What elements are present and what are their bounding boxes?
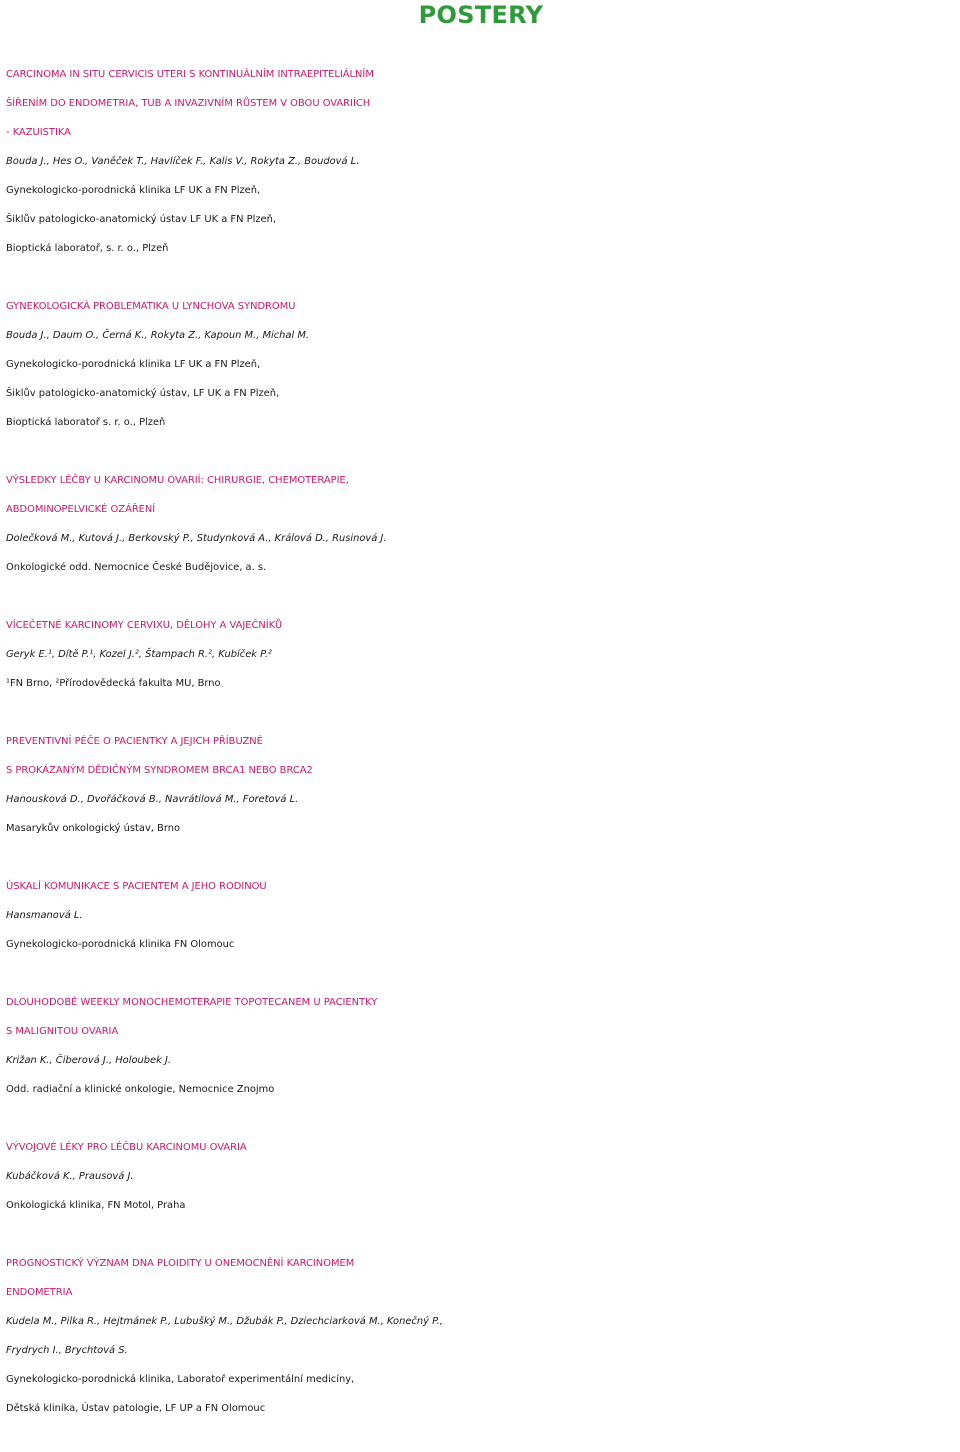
poster-affiliation: Onkologická klinika, FN Motol, Praha xyxy=(6,1200,186,1211)
poster-affiliation: Šiklův patologicko-anatomický ústav LF UK a FN Plzeň, xyxy=(6,214,276,225)
poster-affiliation: Šiklův patologicko-anatomický ústav, LF UK a FN Plzeň, xyxy=(6,388,280,399)
poster-title: ŠÍŘENÍM DO ENDOMETRIA, TUB A INVAZIVNÍM RŮSTEM V OBOU OVARIÍCH xyxy=(6,98,371,109)
poster-affiliation: Gynekologicko-porodnická klinika FN Olomouc xyxy=(6,939,235,950)
poster-title: S MALIGNITOU OVARIA xyxy=(6,1026,119,1037)
poster-affiliation: Dětská klinika, Ústav patologie, LF UP a FN Olomouc xyxy=(6,1403,266,1414)
poster-title: ABDOMINOPELVICKÉ OZÁŘENÍ xyxy=(6,504,156,515)
poster-affiliation: Gynekologicko-porodnická klinika, Laboratoř experimentální medicíny, xyxy=(6,1374,355,1385)
poster-title: ÚSKALÍ KOMUNIKACE S PACIENTEM A JEHO RODINOU xyxy=(6,881,267,892)
poster-affiliation: Odd. radiační a klinické onkologie, Nemocnice Znojmo xyxy=(6,1084,275,1095)
poster-authors: Hanousková D., Dvořáčková B., Navrátilová M., Foretová L. xyxy=(6,794,299,805)
poster-title: VÝVOJOVÉ LÉKY PRO LÉČBU KARCINOMU OVARIA xyxy=(6,1142,247,1153)
poster-authors: Geryk E.¹, Dítě P.¹, Kozel J.², Štampach R.², Kubíček P.² xyxy=(6,649,272,660)
poster-entry xyxy=(6,872,956,959)
poster-authors: Dolečková M., Kutová J., Berkovský P., Studynková A., Králová D., Rusinová J. xyxy=(6,533,387,544)
poster-entry xyxy=(6,292,956,437)
poster-authors: Kudela M., Pilka R., Hejtmánek P., Lubušký M., Džubák P., Dziechciarková M., Konečný P., xyxy=(6,1316,443,1327)
poster-affiliation: Gynekologicko-porodnická klinika LF UK a FN Plzeň, xyxy=(6,185,261,196)
poster-authors: Bouda J., Daum O., Černá K., Rokyta Z., Kapoun M., Michal M. xyxy=(6,330,310,341)
poster-title: S PROKÁZANÝM DĚDIČNÝM SYNDROMEM BRCA1 NEBO BRCA2 xyxy=(6,765,313,776)
poster-entry xyxy=(6,1133,956,1220)
poster-list-page xyxy=(6,0,956,1452)
poster-affiliation: Bioptická laboratoř, s. r. o., Plzeň xyxy=(6,243,169,254)
poster-entry xyxy=(6,60,956,263)
poster-entry xyxy=(6,466,956,582)
poster-title: - KAZUISTIKA xyxy=(6,127,71,138)
poster-title: DLOUHODOBÉ WEEKLY MONOCHEMOTERAPIE TOPOTECANEM U PACIENTKY xyxy=(6,997,378,1008)
poster-title: VÝSLEDKY LÉČBY U KARCINOMU OVARIÍ: CHIRURGIE, CHEMOTERAPIE, xyxy=(6,475,349,486)
poster-affiliation: ¹FN Brno, ²Přírodovědecká fakulta MU, Brno xyxy=(6,678,221,689)
poster-authors: Križan K., Čiberová J., Holoubek J. xyxy=(6,1055,172,1066)
poster-title: PROGNOSTICKÝ VÝZNAM DNA PLOIDITY U ONEMOCNĚNÍ KARCINOMEM xyxy=(6,1258,355,1269)
poster-title: GYNEKOLOGICKÁ PROBLEMATIKA U LYNCHOVA SYNDROMU xyxy=(6,301,296,312)
poster-title: PREVENTIVNÍ PÉČE O PACIENTKY A JEJICH PŘÍBUZNÉ xyxy=(6,736,263,747)
poster-affiliation: Bioptická laboratoř s. r. o., Plzeň xyxy=(6,417,166,428)
poster-authors: Kubáčková K., Prausová J. xyxy=(6,1171,134,1182)
section-header: POSTERY xyxy=(418,1,544,29)
poster-affiliation: Onkologické odd. Nemocnice České Budějovice, a. s. xyxy=(6,562,267,573)
poster-entry xyxy=(6,727,956,843)
poster-entry xyxy=(6,611,956,698)
poster-title: CARCINOMA IN SITU CERVICIS UTERI S KONTINUÁLNÍM INTRAEPITELIÁLNÍM xyxy=(6,69,374,80)
poster-entry xyxy=(6,1249,956,1423)
poster-authors: Frydrych I., Brychtová S. xyxy=(6,1345,128,1356)
poster-affiliation: Gynekologicko-porodnická klinika LF UK a FN Plzeň, xyxy=(6,359,261,370)
poster-authors: Bouda J., Hes O., Vaněček T., Havlíček F., Kalis V., Rokyta Z., Boudová L. xyxy=(6,156,360,167)
poster-affiliation: Masarykův onkologický ústav, Brno xyxy=(6,823,181,834)
poster-authors: Hansmanová L. xyxy=(6,910,83,921)
poster-entry xyxy=(6,988,956,1104)
poster-entries xyxy=(6,60,956,1423)
poster-title: ENDOMETRIA xyxy=(6,1287,73,1298)
poster-title: VÍCEČETNÉ KARCINOMY CERVIXU, DĚLOHY A VAJEČNÍKŮ xyxy=(6,620,283,631)
